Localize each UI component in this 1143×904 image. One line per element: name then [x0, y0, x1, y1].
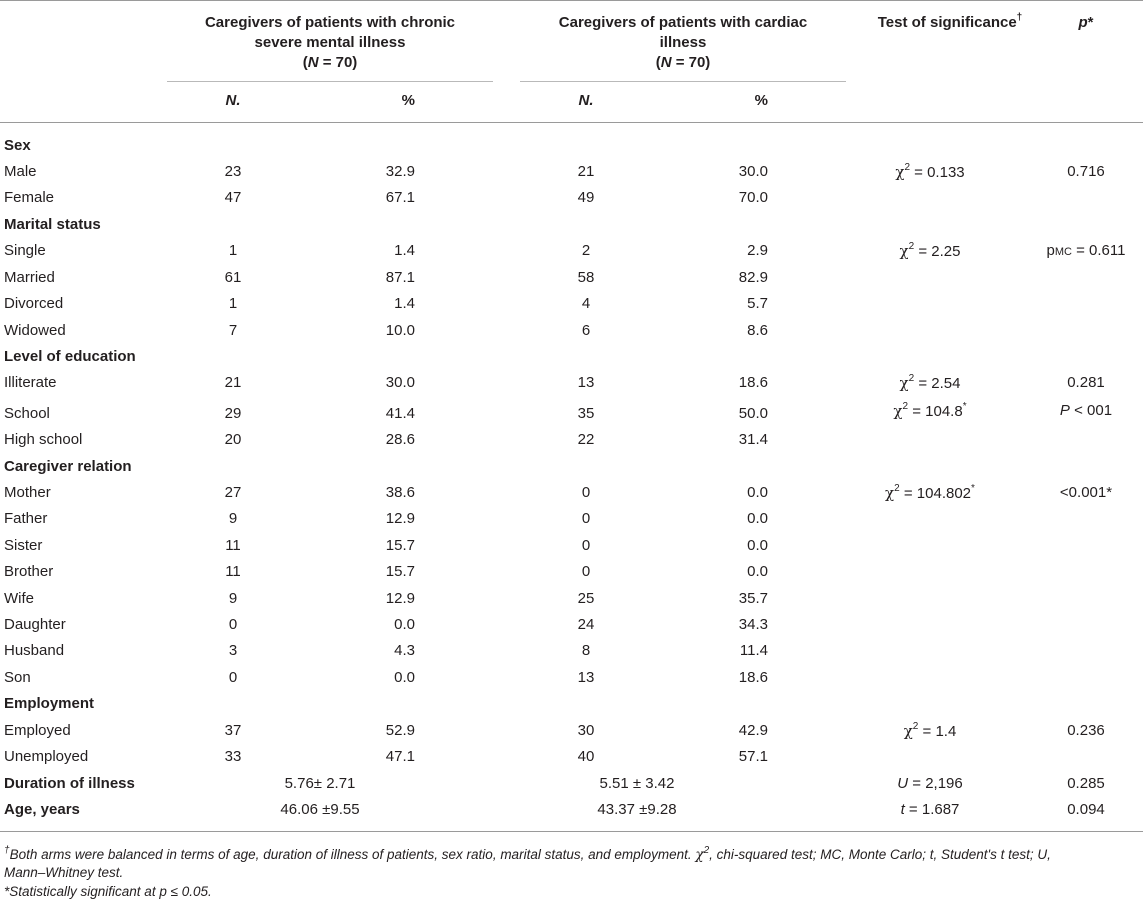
group2-pct: 0.0: [747, 484, 768, 501]
table-row: [0, 427, 1143, 453]
group2-n: (N = 70): [655, 54, 711, 71]
group1-n: 27: [224, 484, 242, 501]
group2-n: 40: [577, 748, 595, 765]
footnote-2: *Statistically significant at p ≤ 0.05.: [4, 884, 212, 899]
group2-pct: 0.0: [747, 510, 768, 527]
group2-n: 58: [577, 269, 595, 286]
group2-n: 22: [577, 431, 595, 448]
group1-pct: 32.9: [385, 163, 415, 180]
table-row: [0, 559, 1143, 585]
group2-pct: 31.4: [738, 431, 768, 448]
row-label: Husband: [4, 642, 65, 659]
group1-header: [167, 13, 493, 73]
section-marital: Marital status: [4, 216, 101, 233]
group2-pct: 0.0: [747, 537, 768, 554]
header-rule: [0, 122, 1143, 123]
group1-n: 33: [224, 748, 242, 765]
row-label: Married: [4, 269, 55, 286]
group1-underline: [167, 81, 493, 82]
row-label: Employed: [4, 722, 71, 739]
group1-n: 0: [228, 669, 238, 686]
group1-pct: 10.0: [385, 322, 415, 339]
group2-pct: 5.7: [747, 295, 768, 312]
table-row: [0, 612, 1143, 638]
test-education-1: $\chi^2 = 2.54$: [899, 373, 961, 392]
group2-underline: [520, 81, 846, 82]
group1-n: 23: [224, 163, 242, 180]
group1-pct: 1.4: [394, 295, 415, 312]
group1-pct: 67.1: [385, 189, 415, 206]
group2-n: 13: [577, 374, 595, 391]
group2-n: 25: [577, 590, 595, 607]
row-label: Female: [4, 189, 55, 206]
group2-pct: 2.9: [747, 242, 768, 259]
table-row: [0, 506, 1143, 532]
group1-pct: 15.7: [385, 563, 415, 580]
group2-n-header: N.: [578, 92, 594, 109]
group1-n: (N = 70): [302, 54, 358, 71]
duration-group2: 5.51 ± 3.42: [599, 775, 675, 792]
row-label: Divorced: [4, 295, 64, 312]
row-label: Daughter: [4, 616, 66, 633]
table-row: [0, 586, 1143, 612]
group1-n: 1: [228, 295, 238, 312]
group2-header: [520, 13, 846, 73]
test-marital: $\chi^2 = 2.25$: [899, 241, 961, 260]
section-sex: Sex: [4, 137, 31, 154]
table-row: [0, 744, 1143, 770]
body-end-rule: [0, 831, 1143, 832]
group1-pct: 38.6: [385, 484, 415, 501]
p-relation: <0.001*: [1059, 484, 1113, 501]
group2-n: 4: [581, 295, 591, 312]
group1-n: 1: [228, 242, 238, 259]
p-education-1: 0.281: [1067, 374, 1105, 391]
table-row: [0, 318, 1143, 344]
group2-header-line1: Caregivers of patients with cardiac: [558, 14, 808, 31]
group1-n: 11: [225, 537, 241, 554]
group1-n: 47: [224, 189, 242, 206]
duration-label: Duration of illness: [4, 775, 135, 792]
group1-n: 7: [228, 322, 238, 339]
group1-pct: 41.4: [385, 405, 415, 422]
age-test: t = 1.687: [900, 801, 960, 818]
group2-pct: 34.3: [738, 616, 768, 633]
table-row: [0, 665, 1143, 691]
group2-pct: 50.0: [738, 405, 768, 422]
test-employment: $\chi^2 = 1.4$: [903, 721, 957, 740]
group2-pct: 11.4: [739, 642, 768, 659]
section-education: Level of education: [4, 348, 136, 365]
group1-pct: 0.0: [394, 669, 415, 686]
group2-pct: 35.7: [738, 590, 768, 607]
group2-n: 2: [581, 242, 591, 259]
row-label: Brother: [4, 563, 54, 580]
row-label: High school: [4, 431, 83, 448]
group2-n: 49: [577, 189, 595, 206]
group2-pct: 0.0: [747, 563, 768, 580]
table-row: [0, 291, 1143, 317]
group2-pct: 57.1: [738, 748, 768, 765]
group1-pct: 47.1: [385, 748, 415, 765]
group2-n: 0: [581, 537, 591, 554]
group1-pct: 28.6: [385, 431, 415, 448]
duration-test: U = 2,196: [897, 775, 963, 792]
row-label: Single: [4, 242, 46, 259]
top-rule: [0, 0, 1143, 1]
row-label: Father: [4, 510, 48, 527]
group1-pct: 30.0: [385, 374, 415, 391]
group2-pct: 82.9: [738, 269, 768, 286]
group2-pct: 18.6: [738, 669, 768, 686]
age-p: 0.094: [1067, 801, 1105, 818]
group1-header-line2: severe mental illness: [254, 34, 406, 51]
row-label: Sister: [4, 537, 43, 554]
age-group2: 43.37 ±9.28: [597, 801, 677, 818]
row-label: Son: [4, 669, 31, 686]
group2-pct: 30.0: [738, 163, 768, 180]
group2-n: 0: [581, 484, 591, 501]
section-employment: Employment: [4, 695, 95, 712]
row-label: School: [4, 405, 50, 422]
group2-n: 30: [577, 722, 595, 739]
table-row: [0, 638, 1143, 664]
test-header: Test of significance†: [877, 12, 1023, 31]
p-sex: 0.716: [1067, 163, 1105, 180]
group2-n: 6: [581, 322, 591, 339]
group2-pct: 18.6: [738, 374, 768, 391]
group2-pct: 8.6: [747, 322, 768, 339]
p-marital: pMC = 0.611: [1046, 242, 1126, 259]
group1-n: 9: [228, 590, 238, 607]
group2-pct: 70.0: [738, 189, 768, 206]
p-header: p*: [1078, 14, 1094, 31]
row-label: Mother: [4, 484, 51, 501]
group1-pct-header: %: [401, 92, 415, 109]
group1-n: 9: [228, 510, 238, 527]
group1-pct: 52.9: [385, 722, 415, 739]
row-label: Wife: [4, 590, 34, 607]
group1-pct: 15.7: [385, 537, 415, 554]
table-row: [0, 533, 1143, 559]
group1-pct: 87.1: [385, 269, 415, 286]
group1-n: 0: [228, 616, 238, 633]
group2-n: 13: [577, 669, 595, 686]
group1-n: 11: [225, 563, 241, 580]
group2-n: 8: [581, 642, 591, 659]
group1-n-header: N.: [225, 92, 241, 109]
footnote-1: †Both arms were balanced in terms of age, duration of illness of patients, sex ratio, marital status, and employment. $\chi^2$, chi-squared test; MC, Monte Carlo; t, Student's t test; U, Mann–Whitney test.: [4, 844, 1051, 880]
group2-pct: 42.9: [738, 722, 768, 739]
test-sex: $\chi^2 = 0.133$: [895, 162, 965, 181]
group1-n: 37: [224, 722, 242, 739]
group1-pct: 1.4: [394, 242, 415, 259]
duration-p: 0.285: [1067, 775, 1105, 792]
p-education-2: P < 001: [1059, 402, 1113, 419]
table-row: [0, 265, 1143, 291]
row-label: Widowed: [4, 322, 66, 339]
duration-group1: 5.76± 2.71: [284, 775, 356, 792]
group2-n: 21: [577, 163, 595, 180]
table-row: [0, 185, 1143, 211]
row-label: Illiterate: [4, 374, 57, 391]
age-group1: 46.06 ±9.55: [280, 801, 360, 818]
group2-n: 0: [581, 563, 591, 580]
test-relation: $\chi^2 = 104.802^*$: [885, 483, 975, 502]
group2-header-line2: illness: [659, 34, 707, 51]
row-label: Male: [4, 163, 37, 180]
group1-header-line1: Caregivers of patients with chronic: [204, 14, 456, 31]
group1-pct: 0.0: [394, 616, 415, 633]
group1-n: 3: [228, 642, 238, 659]
group1-pct: 4.3: [394, 642, 415, 659]
p-employment: 0.236: [1067, 722, 1105, 739]
test-education-2: $\chi^2 = 104.8^*$: [893, 401, 967, 420]
group2-pct-header: %: [754, 92, 768, 109]
group1-pct: 12.9: [385, 510, 415, 527]
row-label: Unemployed: [4, 748, 89, 765]
group1-n: 21: [224, 374, 242, 391]
group1-pct: 12.9: [385, 590, 415, 607]
age-label: Age, years: [4, 801, 80, 818]
section-relation: Caregiver relation: [4, 458, 132, 475]
group2-n: 35: [577, 405, 595, 422]
group1-n: 61: [224, 269, 242, 286]
group2-n: 0: [581, 510, 591, 527]
group1-n: 29: [224, 405, 242, 422]
group1-n: 20: [224, 431, 242, 448]
group2-n: 24: [577, 616, 595, 633]
